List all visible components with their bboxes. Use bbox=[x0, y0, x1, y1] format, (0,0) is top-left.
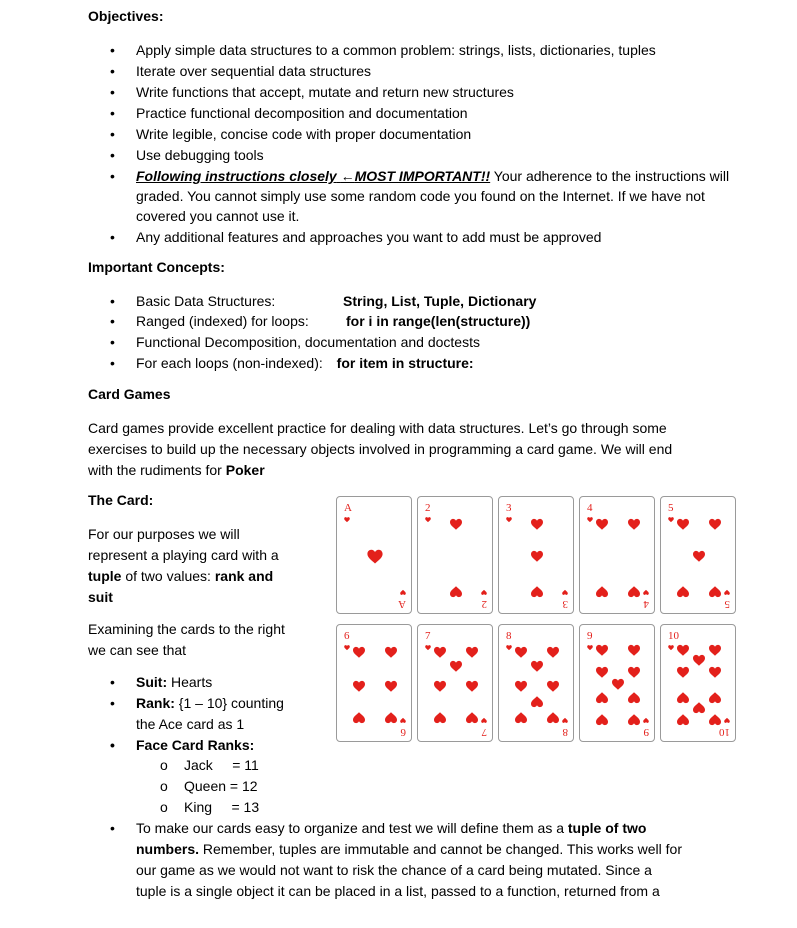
paragraph-line: suit bbox=[88, 589, 113, 605]
heart-pip-icon bbox=[385, 647, 397, 658]
heart-icon bbox=[668, 517, 674, 522]
playing-card-2 bbox=[417, 496, 493, 614]
heart-icon bbox=[587, 517, 593, 522]
heart-pip-icon bbox=[693, 702, 705, 713]
face-rank-king: King = 13 bbox=[184, 799, 260, 815]
card-rank-index: A bbox=[398, 598, 406, 610]
heart-icon bbox=[562, 718, 568, 723]
heart-pip-icon bbox=[547, 647, 559, 658]
face-rank-queen: Queen = 12 bbox=[184, 778, 258, 794]
heart-pip-icon bbox=[450, 586, 462, 597]
heart-pip-icon bbox=[677, 714, 689, 725]
tuple-item-continued: numbers. Remember, tuples are immutable and cannot be changed. This works well for bbox=[136, 841, 683, 857]
rank-item: • Rank: {1 – 10} counting bbox=[136, 693, 284, 713]
card-rank-index: 6 bbox=[344, 630, 350, 642]
heart-pip-icon bbox=[531, 551, 543, 562]
playing-card-A bbox=[336, 496, 412, 614]
heart-icon bbox=[724, 590, 730, 595]
playing-cards-image bbox=[336, 496, 741, 744]
objectives-heading: Objectives: bbox=[88, 8, 164, 24]
playing-card-4 bbox=[579, 496, 655, 614]
heart-pip-icon bbox=[628, 586, 640, 597]
card-rank-index: 9 bbox=[587, 630, 593, 642]
playing-card-5 bbox=[660, 496, 736, 614]
heart-pip-icon bbox=[367, 550, 382, 564]
heart-pip-icon bbox=[628, 519, 640, 530]
heart-pip-icon bbox=[709, 519, 721, 530]
paragraph-line: we can see that bbox=[88, 642, 187, 658]
face-ranks-item: • Face Card Ranks: bbox=[136, 735, 254, 755]
paragraph-line: Examining the cards to the right bbox=[88, 621, 285, 637]
heart-icon bbox=[724, 718, 730, 723]
heart-pip-icon bbox=[709, 645, 721, 656]
the-card-heading: The Card: bbox=[88, 492, 154, 508]
concepts-heading: Important Concepts: bbox=[88, 259, 225, 275]
sub-bullet: o bbox=[160, 799, 168, 815]
heart-icon bbox=[643, 590, 649, 595]
objective-item: • Use debugging tools bbox=[136, 145, 264, 165]
paragraph-line: exercises to build up the necessary objects involved in programming a card game. We will end bbox=[88, 441, 673, 457]
heart-pip-icon bbox=[466, 712, 478, 723]
concept-item: • Functional Decomposition, documentation and doctests bbox=[136, 332, 480, 352]
heart-icon bbox=[481, 590, 487, 595]
tuple-item-continued: our game as we would not want to risk the chance of a card being mutated. Since a bbox=[136, 862, 652, 878]
card-rank-index: 10 bbox=[719, 726, 730, 738]
heart-icon bbox=[481, 718, 487, 723]
heart-icon bbox=[425, 645, 431, 650]
card-rank-index: 8 bbox=[506, 630, 512, 642]
sub-bullet: o bbox=[160, 778, 168, 794]
heart-pip-icon bbox=[353, 712, 365, 723]
heart-icon bbox=[587, 645, 593, 650]
card-rank-index: A bbox=[344, 502, 352, 514]
heart-pip-icon bbox=[466, 681, 478, 692]
heart-pip-icon bbox=[709, 714, 721, 725]
heart-icon bbox=[562, 590, 568, 595]
heart-pip-icon bbox=[547, 712, 559, 723]
paragraph-line: Card games provide excellent practice for dealing with data structures. Let’s go through some bbox=[88, 420, 667, 436]
card-rank-index: 6 bbox=[400, 726, 406, 738]
playing-card-6 bbox=[336, 624, 412, 742]
card-rank-index: 5 bbox=[668, 502, 674, 514]
heart-pip-icon bbox=[466, 647, 478, 658]
heart-icon bbox=[643, 718, 649, 723]
heart-pip-icon bbox=[434, 712, 446, 723]
heart-pip-icon bbox=[353, 681, 365, 692]
heart-pip-icon bbox=[353, 647, 365, 658]
heart-pip-icon bbox=[693, 655, 705, 666]
heart-pip-icon bbox=[693, 551, 705, 562]
objective-item: • Iterate over sequential data structures bbox=[136, 61, 371, 81]
sub-bullet: o bbox=[160, 757, 168, 773]
card-rank-index: 7 bbox=[425, 630, 431, 642]
heart-pip-icon bbox=[434, 681, 446, 692]
heart-icon bbox=[425, 517, 431, 522]
follow-emphasis: Following instructions closely ←MOST IMPORTANT!! bbox=[136, 168, 491, 184]
card-rank-index: 3 bbox=[562, 598, 568, 610]
heart-pip-icon bbox=[709, 692, 721, 703]
heart-pip-icon bbox=[531, 586, 543, 597]
heart-pip-icon bbox=[596, 667, 608, 678]
tuple-item: • To make our cards easy to organize and test we will define them as a tuple of two bbox=[136, 818, 646, 838]
card-rank-index: 4 bbox=[587, 502, 593, 514]
heart-pip-icon bbox=[677, 645, 689, 656]
heart-pip-icon bbox=[596, 519, 608, 530]
heart-icon bbox=[506, 517, 512, 522]
card-rank-index: 8 bbox=[562, 726, 568, 738]
playing-card-3 bbox=[498, 496, 574, 614]
card-rank-index: 2 bbox=[425, 502, 431, 514]
concept-item: • Ranged (indexed) for loops: for i in range(len(structure)) bbox=[136, 311, 309, 331]
card-rank-index: 5 bbox=[724, 598, 730, 610]
heart-pip-icon bbox=[450, 661, 462, 672]
heart-pip-icon bbox=[434, 647, 446, 658]
heart-icon bbox=[344, 517, 350, 522]
card-rank-index: 7 bbox=[481, 726, 487, 738]
heart-pip-icon bbox=[531, 696, 543, 707]
heart-pip-icon bbox=[547, 681, 559, 692]
heart-pip-icon bbox=[596, 586, 608, 597]
heart-pip-icon bbox=[709, 586, 721, 597]
heart-pip-icon bbox=[677, 667, 689, 678]
concept-item: • Basic Data Structures: String, List, Tuple, Dictionary bbox=[136, 291, 275, 311]
heart-pip-icon bbox=[515, 681, 527, 692]
heart-pip-icon bbox=[596, 692, 608, 703]
card-rank-index: 9 bbox=[643, 726, 649, 738]
heart-pip-icon bbox=[677, 692, 689, 703]
objective-item: • Apply simple data structures to a common problem: strings, lists, dictionaries, tuples bbox=[136, 40, 656, 60]
heart-icon bbox=[668, 645, 674, 650]
card-rank-index: 2 bbox=[481, 598, 487, 610]
heart-pip-icon bbox=[628, 667, 640, 678]
heart-pip-icon bbox=[450, 519, 462, 530]
heart-pip-icon bbox=[628, 645, 640, 656]
paragraph-line: tuple of two values: rank and bbox=[88, 568, 274, 584]
tuple-item-continued: tuple is a single object it can be placed in a list, passed to a function, returned from a bbox=[136, 883, 660, 899]
heart-pip-icon bbox=[612, 679, 624, 690]
paragraph-line: represent a playing card with a bbox=[88, 547, 279, 563]
heart-pip-icon bbox=[596, 645, 608, 656]
paragraph-line: with the rudiments for Poker bbox=[88, 462, 265, 478]
left-arrow-icon: ← bbox=[340, 168, 355, 184]
heart-pip-icon bbox=[677, 586, 689, 597]
heart-icon bbox=[344, 645, 350, 650]
heart-icon bbox=[400, 590, 406, 595]
playing-card-7 bbox=[417, 624, 493, 742]
objective-item: • Write functions that accept, mutate and return new structures bbox=[136, 82, 514, 102]
heart-pip-icon bbox=[385, 712, 397, 723]
heart-pip-icon bbox=[628, 714, 640, 725]
objective-item: • Practice functional decomposition and documentation bbox=[136, 103, 468, 123]
playing-card-9 bbox=[579, 624, 655, 742]
card-rank-index: 10 bbox=[668, 630, 679, 642]
card-games-heading: Card Games bbox=[88, 386, 171, 402]
paragraph-line: For our purposes we will bbox=[88, 526, 240, 542]
concept-item: • For each loops (non-indexed): for item in structure: bbox=[136, 353, 474, 373]
playing-card-8 bbox=[498, 624, 574, 742]
face-rank-jack: Jack = 11 bbox=[184, 757, 259, 773]
heart-icon bbox=[506, 645, 512, 650]
heart-pip-icon bbox=[677, 519, 689, 530]
suit-item: • Suit: Hearts bbox=[136, 672, 212, 692]
heart-pip-icon bbox=[531, 661, 543, 672]
objective-item: • Any additional features and approaches you want to add must be approved bbox=[136, 227, 601, 247]
heart-pip-icon bbox=[596, 714, 608, 725]
playing-card-10 bbox=[660, 624, 736, 742]
heart-pip-icon bbox=[709, 667, 721, 678]
heart-icon bbox=[400, 718, 406, 723]
objective-item-continued: covered you cannot use it. bbox=[136, 208, 300, 224]
heart-pip-icon bbox=[628, 692, 640, 703]
heart-pip-icon bbox=[531, 519, 543, 530]
objective-item-follow-instructions: • Following instructions closely ←MOST IMPORTANT!! Your adherence to the instructions will bbox=[136, 166, 729, 186]
card-rank-index: 4 bbox=[643, 598, 649, 610]
heart-pip-icon bbox=[515, 647, 527, 658]
objective-item-continued: graded. You cannot simply use some random code you found on the Internet. If we have not bbox=[136, 188, 705, 204]
objective-item: • Write legible, concise code with proper documentation bbox=[136, 124, 471, 144]
heart-pip-icon bbox=[515, 712, 527, 723]
rank-item-continued: the Ace card as 1 bbox=[136, 716, 245, 732]
heart-pip-icon bbox=[385, 681, 397, 692]
card-rank-index: 3 bbox=[506, 502, 512, 514]
